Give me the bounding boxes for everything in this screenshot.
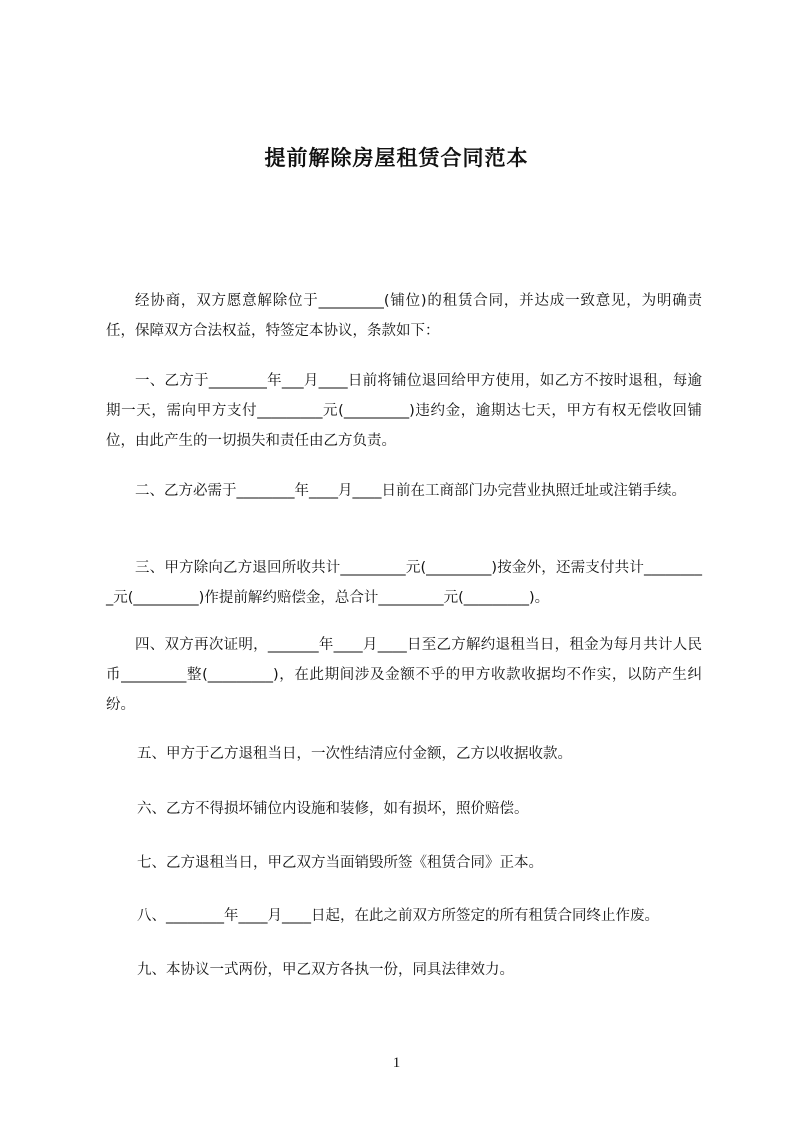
clause-6: 六、乙方不得损坏铺位内设施和装修，如有损坏，照价赔偿。: [137, 801, 529, 817]
clause-7: 七、乙方退租当日，甲乙双方当面销毁所签《租赁合同》正本。: [137, 855, 543, 871]
intro-paragraph: 经协商，双方愿意解除位于_________(铺位)的租赁合同，并达成一致意见，为明确责任，保障双方合法权益，特签定本协议，条款如下：: [106, 293, 702, 339]
clause-9: 九、本协议一式两份，甲乙双方各执一份，同具法律效力。: [137, 962, 514, 978]
clause-1: 一、乙方于________年___月____日前将铺位退回给甲方使用，如乙方不按时退租，每逾期一天，需向甲方支付_________元(_________)违约金，逾期达七天，甲方有权无偿收回铺位，由此产生的一切损失和责任由乙方负责。: [106, 373, 702, 449]
document-title: 提前解除房屋租赁合同范本: [264, 146, 529, 170]
page-number: 1: [392, 1055, 401, 1071]
clause-8: 八、________年____月____日起，在此之前双方所签定的所有租赁合同终止作废。: [137, 908, 659, 924]
clause-3: 三、甲方除向乙方退回所收共计_________元(_________)按金外，还需支付共计_________元(_________)作提前解约赔偿金，总合计_________元(_________)。: [106, 560, 702, 606]
clause-4: 四、双方再次证明，_______年____月____日至乙方解约退租当日，租金为每月共计人民币_________整(_________)，在此期间涉及金额不乎的甲方收款收据均不作实，以防产生纠纷。: [106, 637, 702, 713]
clause-2: 二、乙方必需于________年____月____日前在工商部门办完营业执照迁址或注销手续。: [135, 483, 686, 499]
clause-5: 五、甲方于乙方退租当日，一次性结清应付金额，乙方以收据收款。: [137, 746, 572, 762]
